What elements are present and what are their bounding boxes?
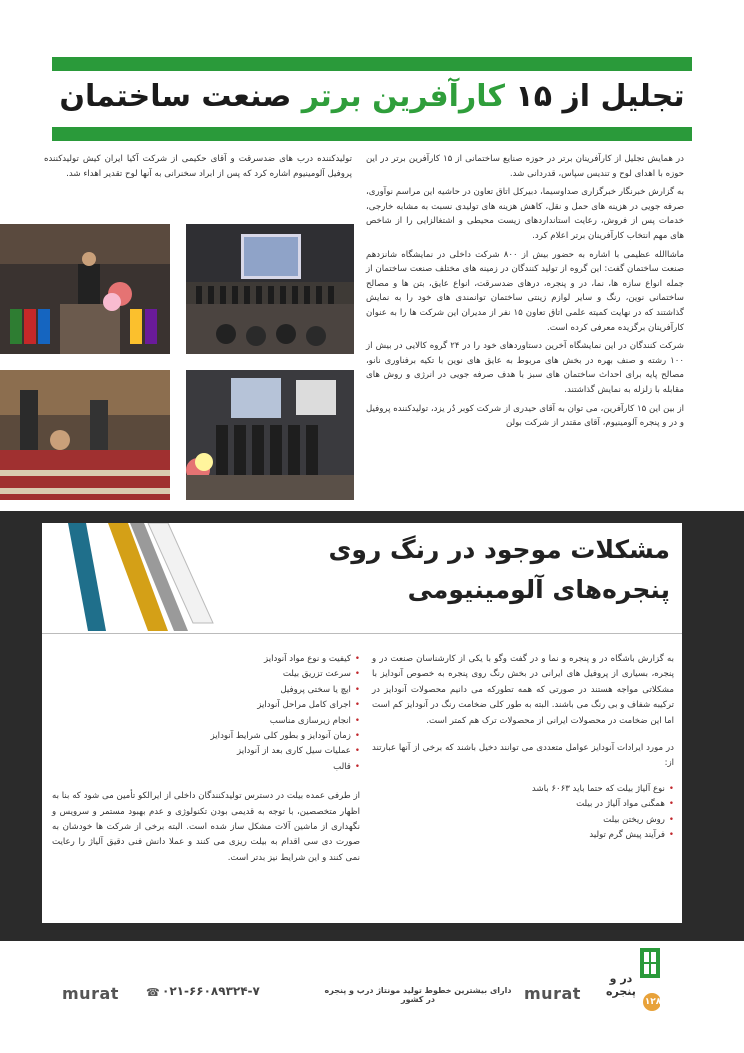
article2-left-paragraph: از طرفی عمده بیلت در دسترس تولیدکنندگان داخلی از ایرالکو تأمین می شود که بنا به اظهار متخصصین، با توجه به قدیمی بودن تکنولوژی و عدم بهبود مستمر و سرویس و نگهداری از ماشین آلات مشکل ساز شده است. البته برخی از شرکت ها خودشان به صورت دی سی اقدام به بیلت ریزی می کنند و عملا دانش فنی دقیق آلیاژ را رعایت نمی کنند و این شرایط نیز بدتر است. xyxy=(52,791,360,863)
list-item: • کیفیت و نوع مواد آنودایز xyxy=(52,652,360,667)
article2-separator xyxy=(42,633,682,634)
article1-paragraph: شرکت کنندگان در این نمایشگاه آخرین دستاوردهای خود را در ۲۴ گروه کالایی در بیش از ۱۰۰ رشته و صنف بهره در بخش های مربوط به عایق های نوین با تکیه برفناوری نانو، مصالح پایه برای احداث ساختمان های سبز با هدف صرفه جویی در انرژی و روش های مقابله با زلزله به نمایش گذاشتند. xyxy=(366,341,685,395)
article1-title: تجلیل از ۱۵ کارآفرین برتر صنعت ساختمان xyxy=(59,79,685,114)
article1-paragraph: به گزارش خبرنگار خبرگزاری صداوسیما، دبیرکل اتاق تعاون در حاشیه این مراسم نوآوری، صرفه جویی در هزینه های حمل و نقل، کاهش هزینه های تولیدی نسبت به مشابه خارجی، خدمات پس از فروش، رعایت استانداردهای زیست محیطی و اشتغالزایی را از شاخص های مهم انتخاب کارآفرینان برتر اعلام کرد. xyxy=(366,187,684,241)
footer-brand-left: murat xyxy=(62,984,119,1003)
article2-left-bullets xyxy=(52,652,360,775)
photo-ceremony-stage xyxy=(186,224,354,354)
list-item: • انجام زیرسازی مناسب xyxy=(52,714,360,729)
list-item: • فرآیند پیش گرم تولید xyxy=(372,828,674,843)
article1-paragraph: در همایش تجلیل از کارآفرینان برتر در حوزه صنایع ساختمانی از ۱۵ کارآفرین برتر در این حوزه با اهدای لوح و تندیس سپاس، قدردانی شد. xyxy=(366,154,684,179)
list-item: • اجرای کامل مراحل آنودایز xyxy=(52,698,360,713)
article1-paragraph: از بین این ۱۵ کارآفرین، می توان به آقای حیدری از شرکت کوبر دُر یزد، تولیدکننده پروفیل و در و پنجره آلومینیوم، آقای مقتدر از شرکت بولن xyxy=(366,403,684,429)
article2-right-column xyxy=(372,652,674,922)
photo-ceremony-audience xyxy=(0,370,170,500)
photo-award-group xyxy=(186,370,354,500)
article1-left-column xyxy=(44,152,352,212)
article1-right-column xyxy=(366,152,684,502)
aluminum-profiles-image xyxy=(48,523,228,631)
page-number: ۱۲۸ xyxy=(644,997,662,1007)
top-green-bar xyxy=(52,57,692,71)
footer-tagline: دارای بیشترین خطوط تولید مونتاژ درب و پنجره در کشور xyxy=(324,986,512,1004)
list-item: • ایچ یا سختی پروفیل xyxy=(52,683,360,698)
footer-brand-right: murat xyxy=(524,984,581,1003)
footer-phone: ۰۲۱-۶۶۰۸۹۳۲۴-۷ xyxy=(162,984,260,998)
phone-icon: ☎ xyxy=(146,986,160,999)
article1-paragraph: ماشاالله عظیمی با اشاره به حضور بیش از ۸۰۰ شرکت داخلی در نمایشگاه شانزدهم صنعت ساختمان گفت: این گروه از تولید کنندگان در زمینه های مختلف صنعت ساختمان از جمله انواع سازه ها، نما، در و پنجره، درهای ضدسرقت، انواع عایق، بتن ها و مصالح ساختمانی نوین، رنگ و سایر لوازم زینتی ساختمان توانمندی های خود را به نمایش گذاشتند که در نهایت کمیته علمی اتاق تعاون ۱۵ نفر از مدیران این شرکت ها را به عنوان کارآفرینان برگزیده معرفی کرده است. xyxy=(366,249,684,333)
magazine-name: در و پنجره xyxy=(606,972,636,998)
list-item: • روش ریختن بیلت xyxy=(372,813,674,828)
list-item: • عملیات سیل کاری بعد از آنودایز xyxy=(52,744,360,759)
article1-left-paragraph: تولیدکننده درب های ضدسرقت و آقای حکیمی از شرکت آکیا ایران کیش تولیدکننده پروفیل آلومینیوم اشاره کرد که پس از ابراد سخنرانی به آنها لوح تقدیر اهداء شد. xyxy=(44,154,352,179)
article2-right-bullets xyxy=(372,782,674,844)
list-item: • قالب xyxy=(52,760,360,775)
photo-ceremony-podium xyxy=(0,224,170,354)
article2-title: مشکلات موجود در رنگ روی پنجره‌های آلومینیومی xyxy=(328,535,670,604)
article2-paragraph: در مورد ایرادات آنودایز عوامل متعددی می توانند دخیل باشند که برخی از آنها عبارتند از: xyxy=(372,743,674,769)
list-item: • سرعت تزریق بیلت xyxy=(52,667,360,682)
bottom-green-bar xyxy=(52,127,692,141)
list-item: • همگنی مواد آلیاژ در بیلت xyxy=(372,797,674,812)
list-item: • نوع آلیاژ بیلت که حتما باید ۶۰۶۳ باشد xyxy=(372,782,674,797)
list-item: • زمان آنودایز و بطور کلی شرایط آنودایز xyxy=(52,729,360,744)
article2-paragraph: به گزارش باشگاه در و پنجره و نما و در گفت وگو با یکی از کارشناسان صنعت در و پنجره، بسیاری از پروفیل های ایرانی در بخش رنگ روی پنجره به خصوص آنودایز با مشکلاتی مواجه هستند در صورتی که همه تطورکه می دانیم محصولات آنودایز در ترکیبه شفاف و بی رنگ می باشند. البته به طور کلی ضخامت رنگ در آنودایز کم است اما این ضخامت در محصولات ایرانی از محصولات ترک هم کمتر است. xyxy=(372,654,674,726)
article2-left-column xyxy=(52,652,360,922)
